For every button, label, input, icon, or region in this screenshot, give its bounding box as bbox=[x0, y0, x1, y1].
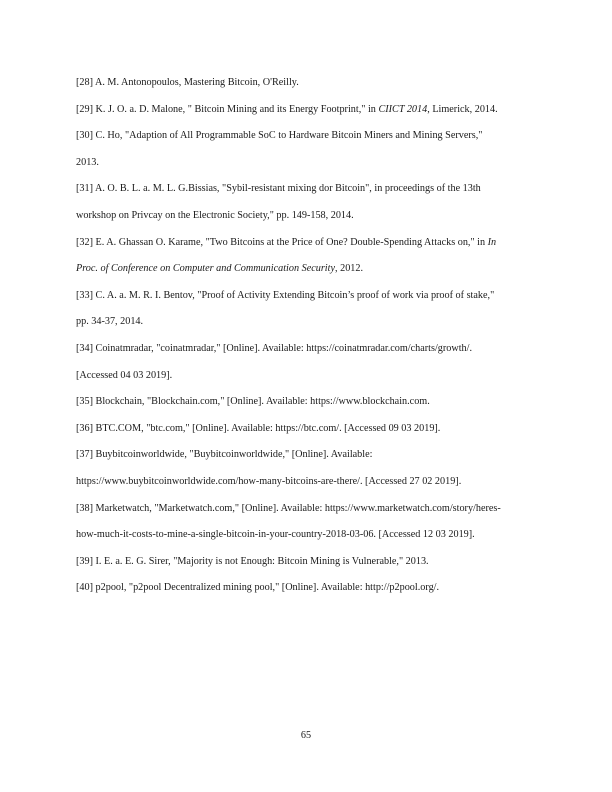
reference-continuation bbox=[76, 522, 546, 549]
reference-number: [34] bbox=[76, 342, 93, 354]
reference-continuation bbox=[76, 363, 546, 390]
reference-number: [33] bbox=[76, 289, 93, 301]
reference-entry bbox=[76, 283, 546, 310]
reference-number: [39] bbox=[76, 555, 93, 567]
reference-venue: In bbox=[487, 236, 497, 248]
reference-text: C. A. a. M. R. I. Bentov, "Proof of Activity Extending Bitcoin’s proof of work via proof of stake," bbox=[95, 289, 495, 301]
reference-number: [36] bbox=[76, 422, 93, 434]
reference-number: [37] bbox=[76, 449, 93, 461]
reference-entry bbox=[76, 123, 546, 150]
reference-number: [30] bbox=[76, 130, 93, 142]
reference-text: BTC.COM, "btc.com," [Online]. Available: https://btc.com/. [Accessed 09 03 2019]. bbox=[95, 422, 441, 434]
reference-list bbox=[76, 70, 546, 602]
reference-continuation bbox=[76, 469, 546, 496]
reference-text: A. M. Antonopoulos, Mastering Bitcoin, O'Reilly. bbox=[94, 77, 299, 88]
reference-entry bbox=[76, 70, 546, 97]
reference-entry bbox=[76, 442, 546, 469]
reference-text: p2pool, "p2pool Decentralized mining pool," [Online]. Available: http://p2pool.org/. bbox=[95, 582, 440, 594]
reference-number: [29] bbox=[76, 103, 93, 115]
reference-text: workshop on Privcay on the Electronic Society," pp. 149-158, 2014. bbox=[76, 209, 354, 221]
reference-entry bbox=[76, 389, 546, 416]
reference-entry bbox=[76, 416, 546, 443]
reference-continuation bbox=[76, 150, 546, 177]
reference-text: C. Ho, "Adaption of All Programmable SoC to Hardware Bitcoin Miners and Mining Servers," bbox=[95, 130, 483, 142]
reference-entry bbox=[76, 496, 546, 523]
reference-continuation bbox=[76, 203, 546, 230]
reference-entry bbox=[76, 230, 546, 257]
reference-entry bbox=[76, 549, 546, 576]
reference-text: , Limerick, 2014. bbox=[427, 103, 498, 115]
reference-text: A. O. B. L. a. M. L. G.Bissias, "Sybil-resistant mixing dor Bitcoin", in proceedings of the 13th bbox=[94, 183, 481, 195]
reference-text: Blockchain, "Blockchain.com," [Online]. Available: https://www.blockchain.com. bbox=[95, 396, 430, 408]
reference-text: , 2012. bbox=[335, 263, 364, 275]
reference-text: [Accessed 04 03 2019]. bbox=[76, 369, 173, 381]
reference-entry bbox=[76, 176, 546, 203]
reference-entry bbox=[76, 97, 546, 124]
reference-number: [32] bbox=[76, 236, 93, 248]
reference-number: [40] bbox=[76, 582, 93, 594]
reference-continuation bbox=[76, 256, 546, 283]
reference-text: pp. 34-37, 2014. bbox=[76, 316, 144, 328]
reference-text: how-much-it-costs-to-mine-a-single-bitcoin-in-your-country-2018-03-06. [Accessed 12 03 2019]. bbox=[76, 529, 475, 541]
reference-text: https://www.buybitcoinworldwide.com/how-many-bitcoins-are-there/. [Accessed 27 02 2019]. bbox=[76, 475, 462, 487]
reference-number: [31] bbox=[76, 183, 93, 195]
reference-text: E. A. Ghassan O. Karame, "Two Bitcoins at the Price of One? Double-Spending Attacks on," in bbox=[95, 236, 488, 248]
reference-text: K. J. O. a. D. Malone, " Bitcoin Mining and its Energy Footprint," in bbox=[95, 103, 379, 115]
reference-entry bbox=[76, 575, 546, 602]
reference-venue: Proc. of Conference on Computer and Communication Security bbox=[76, 263, 335, 275]
reference-number: [28] bbox=[76, 77, 93, 88]
reference-entry bbox=[76, 336, 546, 363]
reference-text: 2013. bbox=[76, 156, 99, 168]
reference-number: [35] bbox=[76, 396, 93, 408]
reference-text: Coinatmradar, "coinatmradar," [Online]. Available: https://coinatmradar.com/charts/growth/. bbox=[95, 342, 473, 354]
page-number: 65 bbox=[300, 730, 312, 741]
reference-continuation bbox=[76, 309, 546, 336]
reference-venue: CIICT 2014 bbox=[378, 103, 428, 115]
reference-text: I. E. a. E. G. Sirer, "Majority is not Enough: Bitcoin Mining is Vulnerable," 2013. bbox=[95, 555, 429, 567]
reference-number: [38] bbox=[76, 502, 93, 514]
reference-text: Buybitcoinworldwide, "Buybitcoinworldwide," [Online]. Available: bbox=[95, 449, 373, 461]
reference-text: Marketwatch, "Marketwatch.com," [Online]. Available: https://www.marketwatch.com/story/heres- bbox=[95, 502, 501, 514]
